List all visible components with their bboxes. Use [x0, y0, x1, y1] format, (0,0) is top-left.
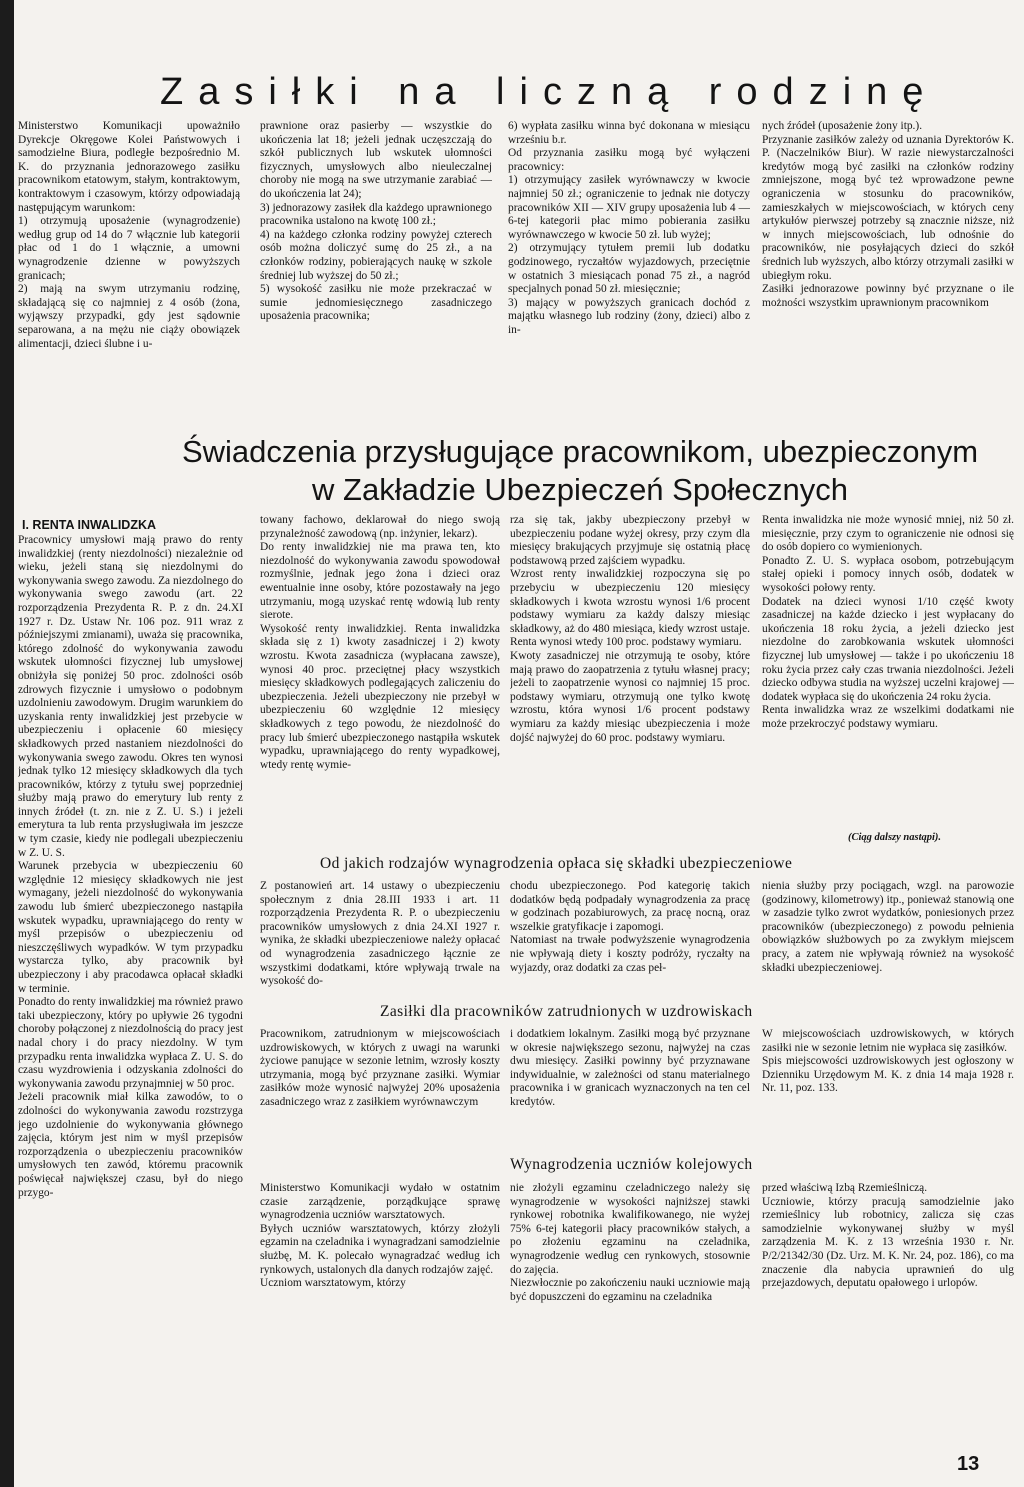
uczniowie-column-2: nie złożyli egzaminu czeladniczego należy się wynagrodzenie w wysokości najniższej stawki rynkowej robotnika kwalifikowanego, nie wyżej 75% 6-tej kategorii płacy pracowników stałych, a po złożeniu egzaminu na czeladnika, wynagrodzenie według cen rynkowych, stosownie do zajęcia. Niezwłocznie po zakończeniu nauki uczniowie mają być dopuszczeni do egzaminu na czeladnika — [510, 1182, 750, 1303]
renta-column-2: towany fachowo, deklarował do niego swoją przynależność zawodową (np. inżynier, lekarz). Do renty inwalidzkiej nie ma prawa ten, kto niezdolność do wykonywania zawodu spowodował rozmyślnie, jednak jego żona i dzieci oraz ewentualnie inne osoby, które pozostawały na jego utrzymaniu, mogą uzyskać rentę wdowią lub renty sierote. Wysokość renty inwalidzkiej. Renta inwalidzka składa się z 1) kwoty zasadniczej i 2) kwoty wzrostu. Kwota zasadnicza (wypłacana zawsze), wynosi 40 proc. przeciętnej płacy wszystkich miesięcy składkowych podlegających zaliczeniu do ubezpieczenia. Jeżeli ubezpieczony nie przebył w ubezpieczeniu 60 względnie 12 miesięcy składkowych z tego powodu, że niezdolność do pracy lub śmierć ubezpieczonego nastąpiła wskutek wypadku, uprawniającego do renty wypadkowej, wtedy rentę wymie- — [260, 514, 500, 771]
uzdrowiska-heading: Zasiłki dla pracowników zatrudnionych w uzdrowiskach — [380, 1003, 753, 1020]
wages-column-2: chodu ubezpieczonego. Pod kategorię takich dodatków będą podpadały wynagrodzenia za pracę w godzinach pozabiurowych, za pracę nocną, oraz wszelkie gratyfikacje i zapomogi. Natomiast na trwałe podwyższenie wynagrodzenia nie wpływają diety i koszty podróży, ryczałty na wyjazdy, oraz dodatki za czas peł- — [510, 880, 750, 974]
page-number: 13 — [957, 1453, 980, 1475]
intro-column-3: 6) wypłata zasiłku winna być dokonana w miesiącu wrześniu b.r. Od przyznania zasiłku mogą być wyłączeni pracownicy: 1) otrzymujący zasiłek wyrównawczy w kwocie najmniej 50 zł.; ograniczenie to jednak nie dotyczy pracowników XII — XIV grupy uposażenia lub 4 — 6-tej kategorii płac mimo pobierania zasiłku wyrównawczego w kwocie 50 zł. lub wyżej; 2) otrzymujący tytułem premii lub dodatku godzinowego, ryczałtów wyjazdowych, przeciętnie w ostatnich 3 miesiącach ponad 75 zł., a nagród specjalnych ponad 50 zł. miesięcznie; 3) mający w powyższych granicach dochód z majątku własnego lub rodziny (żony, dzieci) albo z in- — [508, 120, 750, 336]
intro-column-2: prawnione oraz pasierby — wszystkie do ukończenia lat 18; jeżeli jednak uczęszczają do szkół publicznych lub wskutek ułomności fizycznych, umysłowych albo nieuleczalnej choroby nie mogą na swe utrzymanie zarabiać — do ukończenia lat 24); 3) jednorazowy zasiłek dla każdego uprawnionego pracownika ustalono na kwotę 100 zł.; 4) na każdego członka rodziny powyżej czterech osób można doliczyć sumę do 25 zł., a na członków rodziny, pobierających naukę w szkole średniej lub wyższej do 50 zł.; 5) wysokość zasiłku nie może przekraczać w sumie jednomiesięcznego zasadniczego uposażenia pracownika; — [260, 120, 492, 323]
continued-note: (Ciąg dalszy nastąpi). — [848, 832, 942, 843]
wages-heading: Od jakich rodzajów wynagrodzenia opłaca się składki ubezpieczeniowe — [320, 855, 793, 872]
renta-column-1: Pracownicy umysłowi mają prawo do renty inwalidzkiej (renty niezdolności) niezależnie od wieku, jeżeli staną się niezdolnymi do wykonywania swego zawodu. Za niezdolnego do wykonywania swego zawodu (art. 22 rozporządzenia Prezydenta R. P. z dn. 24.XI 1927 r. Dz. Ustaw Nr. 106 poz. 911 wraz z późniejszymi zmianami), uważa się pracownika, którego zdolność do wykonywania zawodu wskutek ułomności fizycznej lub umysłowej obniżyła się poniżej 50 proc. zdolności osób zdrowych fizycznie i umysłowo o podobnym uzdolnieniu zawodowym. Drugim warunkiem do uzyskania renty inwalidzkiej jest przebycie w ubezpieczeniu i opłacenie 60 miesięcy składkowych przed nastaniem niezdolności do wykonywania swego zawodu. Okres ten wynosi jednak tylko 12 miesięcy składkowych dla tych pracowników, którzy z tytułu swej poprzedniej służby mają prawo do emerytury lub renty z innych źródeł (t. zn. nie z Z. U. S.) i jeżeli emerytura ta lub renta przysługiwała im jeszcze w tym czasie, kiedy nie podlegali ubezpieczeniu w Z. U. S. Warunek przebycia w ubezpieczeniu 60 względnie 12 miesięcy składkowych nie jest wymagany, jeżeli niezdolność do wykonywania zawodu lub śmierć ubezpieczonego nastąpiła wskutek wypadku, uprawniającego do renty w myśl przepisów o ubezpieczeniu od nieszczęśliwych wypadków. W tym przypadku wystarcza tylko, aby pracownik był ubezpieczony i aby pracodawca opłacał składki w terminie. Ponadto do renty inwalidzkiej ma również prawo taki ubezpieczony, który po upływie 26 tygodni choroby połączonej z niezdolnością do pracy jest nadal chory i do pracy niezdolny. W tym przypadku renta inwalidzka wypłaca Z. U. S. do czasu wyzdrowienia i odzyskania zdolności do wykonywania zawodu przynajmniej w 50 proc. Jeżeli pracownik miał kilka zawodów, to o zdolności do wykonywania zawodu rozstrzyga jego uzdolnienie do wykonywania głównego zajęcia, którym jest nim w myśl przepisów rozporządzenia o ubezpieczeniu pracowników umysłowych ten zawód, któremu pracownik poświęcał największej czasu, był do niego przygo- — [18, 534, 243, 1199]
article-title-zasilki: Zasiłki na liczną rodzinę — [160, 71, 939, 113]
renta-column-3: rza się tak, jakby ubezpieczony przebył w ubezpieczeniu podane wyżej okresy, przy czym dla miesięcy brakujących przyjmuje się ostatnią płacę podstawową przed zajściem wypadku. Wzrost renty inwalidzkiej rozpoczyna się po przebyciu w ubezpieczeniu 120 miesięcy składkowych i kwota wzrostu wynosi 1/6 procent podstawy wymiaru za każdy dalszy miesiąc składkowy, aż do 480 miesiąca, kiedy wzrost ustaje. Renta wynosi wtedy 100 proc. podstawy wymiaru. Kwoty zasadniczej nie otrzymują te osoby, które mają prawo do zaopatrzenia z tytułu własnej pracy; jeżeli to zaopatrzenie wynosi co najmniej 15 proc. podstawy wymiaru, otrzymują one tylko kwotę wzrostu, która wynosi 1/6 procent podstawy wymiaru za każdy miesiąc ubezpieczenia i może dojść najwyżej do 60 proc. podstawy wymiaru. — [510, 514, 750, 744]
uczniowie-column-3: przed właściwą Izbą Rzemieślniczą. Uczniowie, którzy pracują samodzielnie jako rzemieślnicy lub robotnicy, zalicza się czas samodzielnie wykonywanej służby w myśl zarządzenia M. K. z 13 września 1930 r. Nr. P/2/21342/30 (Dz. Urz. M. K. Nr. 24, poz. 186), co ma znaczenie dla nabycia uprawnień do ulg przejazdowych, deputatu opałowego i urlopów. — [762, 1182, 1014, 1290]
uczniowie-column-1: Ministerstwo Komunikacji wydało w ostatnim czasie zarządzenie, porządkujące sprawę wynagrodzenia uczniów warsztatowych. Byłych uczniów warsztatowych, którzy złożyli egzamin na czeladnika i wynagradzani samodzielnie służbę, M. K. polecało wynagradzać według ich rynkowych, ustalonych dla danych rodzajów zajęć. Uczniom warsztatowym, którzy — [260, 1182, 500, 1290]
page-edge — [0, 0, 14, 1487]
wages-column-1: Z postanowień art. 14 ustawy o ubezpieczeniu społecznym z dnia 28.III 1933 i art. 11 rozporządzenia Prezydenta R. P. o ubezpieczeniu pracowników umysłowych z dnia 24.XI 1927 r. wynika, że składki ubezpieczeniowe należy opłacać od wynagrodzenia zasadniczego łącznie ze wszystkimi dodatkami, które wpływają trwale na wysokość do- — [260, 880, 500, 988]
uzdrowiska-column-3: W miejscowościach uzdrowiskowych, w których zasiłki nie w sezonie letnim nie wypłaca się zasiłków. Spis miejscowości uzdrowiskowych jest ogłoszony w Dzienniku Urzędowym M. K. z dnia 14 maja 1928 r. Nr. 11, poz. 133. — [762, 1028, 1014, 1095]
intro-column-1: Ministerstwo Komunikacji upoważniło Dyrekcje Okręgowe Kolei Państwowych i samodzielne Biura, podległe bezpośrednio M. K. do przyznania jednorazowego zasiłku pracownikom etatowym, stałym, kontraktowym, kontraktowym i czasowym, którzy odpowiadają następującym warunkom: 1) otrzymują uposażenie (wynagrodzenie) według grup od 14 do 7 włącznie lub kategorii płac od 1 do 1 włącznie, a umowni wynagrodzenie dzienne w powyższych granicach; 2) mają na swym utrzymaniu rodzinę, składającą się co najmniej z 4 osób (żona, wyjąwszy przypadki, gdy jest sądownie separowana, a na mężu nie ciąży obowiązek alimentacji, dzieci ślubne i u- — [18, 120, 240, 350]
uzdrowiska-column-2: i dodatkiem lokalnym. Zasiłki mogą być przyznane w okresie największego sezonu, najwyżej na czas dwu miesięcy. Zasiłki powinny być przyznawane indywidualnie, w zależności od stanu materialnego pracownika i w granicach wyznaczonych na ten cel kredytów. — [510, 1028, 750, 1108]
uczniowie-heading: Wynagrodzenia uczniów kolejowych — [510, 1156, 753, 1173]
uzdrowiska-column-1: Pracownikom, zatrudnionym w miejscowościach uzdrowiskowych, w których z uwagi na warunki życiowe panujące w sezonie letnim, wzrosły koszty utrzymania, mogą być przyznane zasiłki. Wymiar zasiłków może wynosić najwyżej 20% uposażenia zasadniczego wraz z zasiłkiem wyrównawczym — [260, 1028, 500, 1108]
renta-heading: I. RENTA INWALIDZKA — [22, 518, 157, 532]
intro-column-4: nych źródeł (uposażenie żony itp.). Przyznanie zasiłków zależy od uznania Dyrektorów K. P. (Naczelników Biur). W razie niewystarczalności kredytów mogą być zasiłki na członków rodziny zmniejszone, mogą być też wprowadzone pewne ograniczenia w stosunku do pracowników, zamieszkałych w miejscowościach, w których ceny artykułów pierwszej potrzeby są znacznie niższe, niż w innych miejscowościach, lub odnośnie do pracowników, nie posyłających dzieci do szkół średnich lub wyższych, albo którzy otrzymali zasiłki w ubiegłym roku. Zasiłki jednorazowe powinny być przyznane o ile możności wszystkim uprawnionym pracownikom — [762, 120, 1014, 309]
wages-column-3: nienia służby przy pociągach, wzgl. na parowozie (godzinowy, kilometrowy) itp., ponieważ stanowią one w zasadzie tylko zwrot wydatków, poniesionych przez pracowników (ubezpieczonego) z powodu pełnienia obowiązków służbowych po za zwykłym miejscem pracy, a zatem nie wpływają również na wysokość składki ubezpieczeniowej. — [762, 880, 1014, 974]
section-title-swiadczenia: Świadczenia przysługujące pracownikom, ubezpieczonym w Zakładzie Ubezpieczeń Społecznych — [181, 434, 979, 507]
renta-column-4: Renta inwalidzka nie może wynosić mniej, niż 50 zł. miesięcznie, przy czym to ograniczenie nie odnosi się do osób dopiero co wymienionych. Ponadto Z. U. S. wypłaca osobom, potrzebującym stałej opieki i pomocy innych osób, dodatek w wysokości połowy renty. Dodatek na dzieci wynosi 1/10 część kwoty zasadniczej na każde dziecko i jest wypłacany do ukończenia 18 roku życia, a jeżeli dziecko jest niezdolne do zarobkowania wskutek ułomności fizycznej lub umysłowej — także i po ukończeniu 18 roku życia przez cały czas trwania niezdolności. Jeżeli dziecko odbywa studia na wyższej uczelni krajowej — dodatek wypłaca się do ukończenia 24 roku życia. Renta inwalidzka wraz ze wszelkimi dodatkami nie może przekroczyć podstawy wymiaru. — [762, 514, 1014, 730]
